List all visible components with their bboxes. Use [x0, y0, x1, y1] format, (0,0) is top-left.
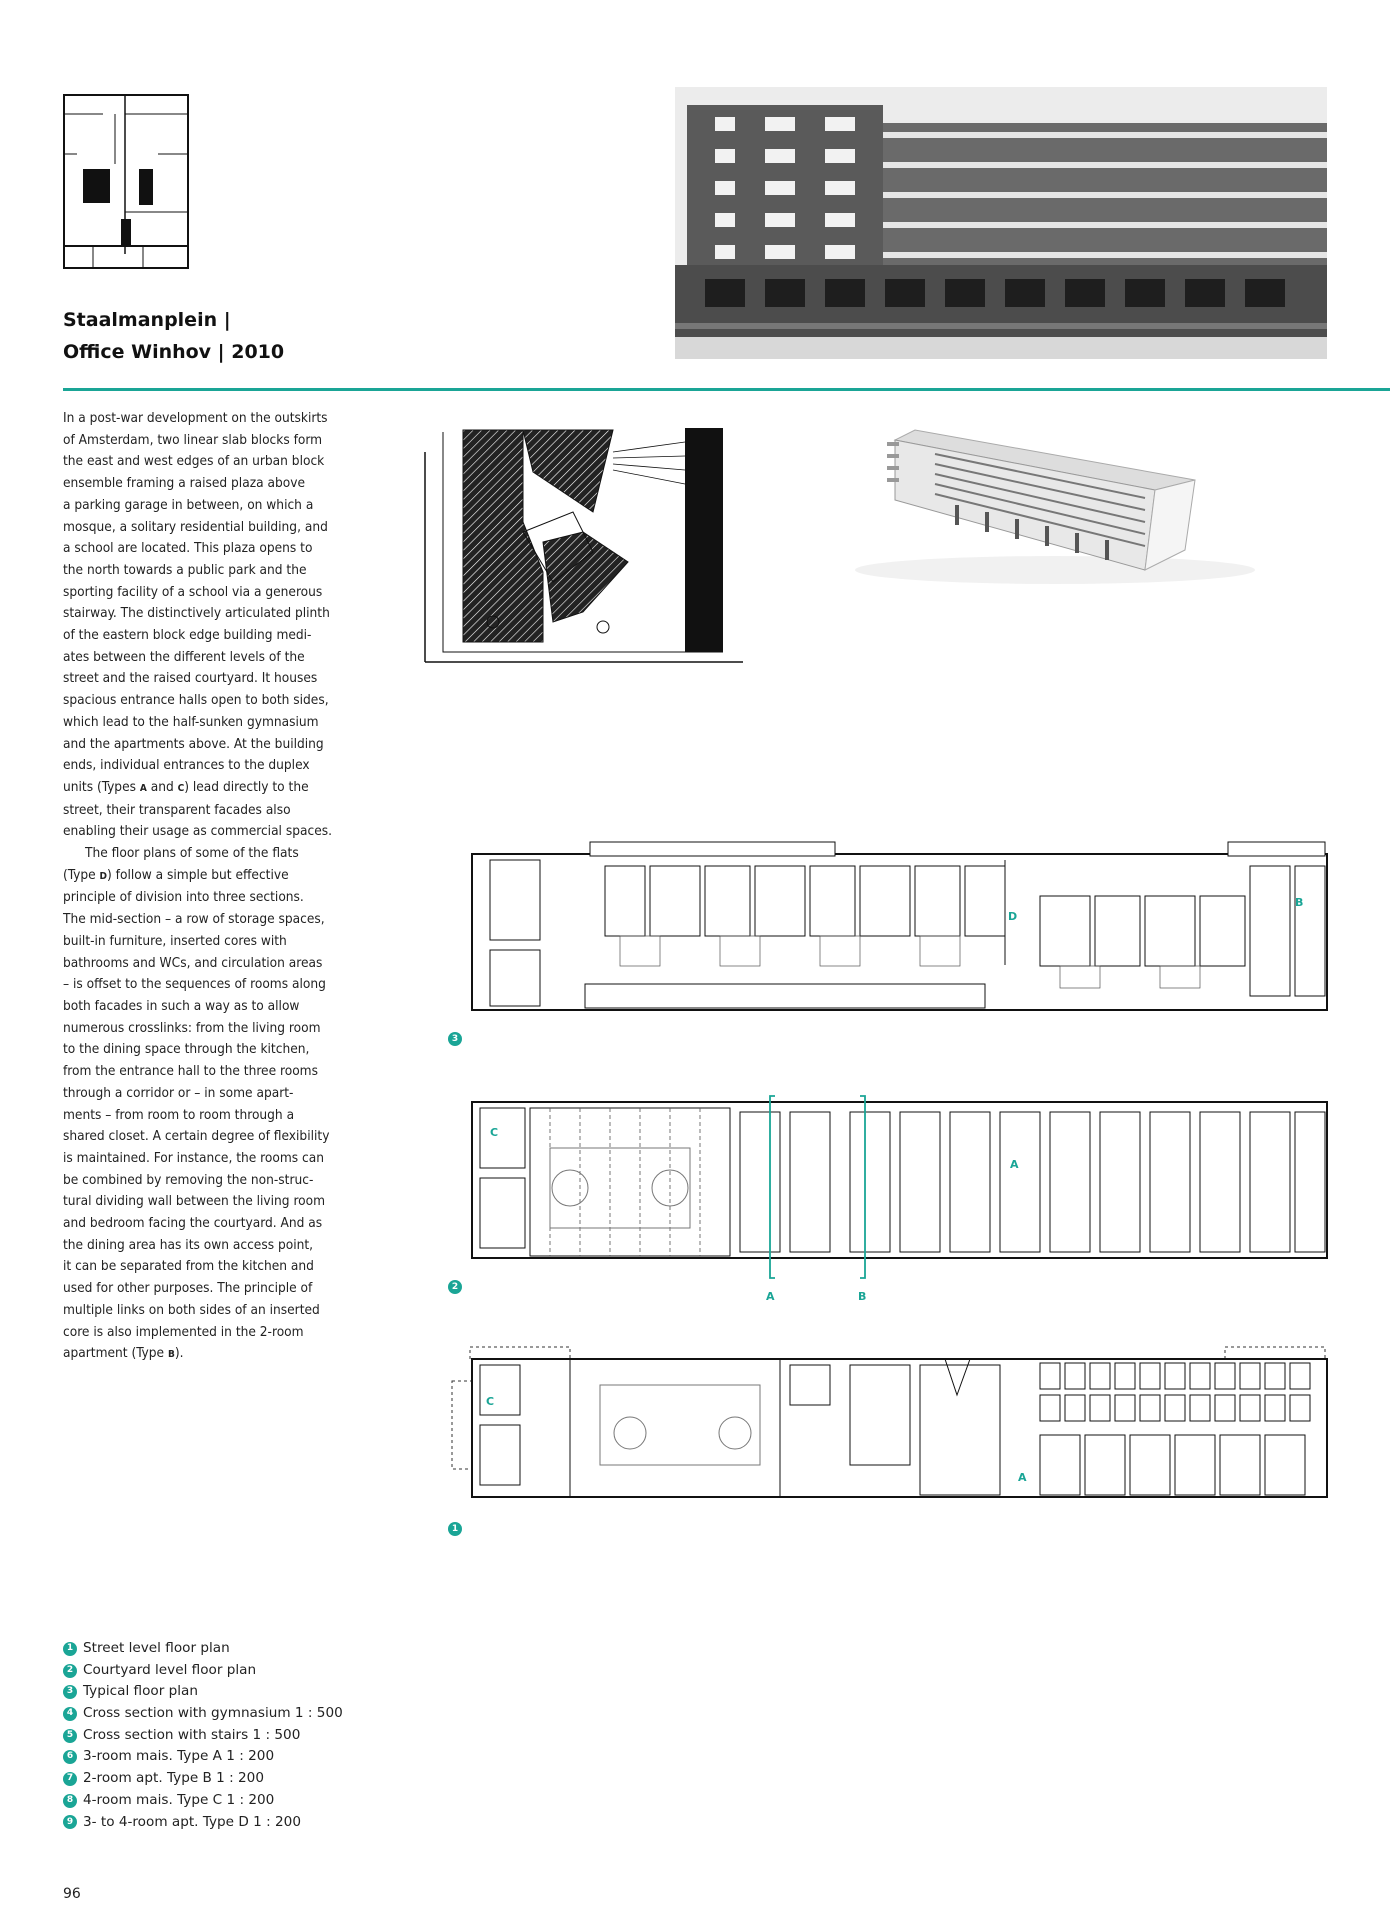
building-photo — [675, 87, 1327, 359]
text-line: of the eastern block edge building medi- — [63, 627, 312, 644]
legend-number: 3 — [63, 1685, 77, 1699]
text-line: the east and west edges of an urban block — [63, 453, 325, 470]
type-d-post: ) follow a simple but effective — [107, 866, 289, 883]
types-text-post: ) lead directly to the — [184, 778, 309, 795]
type-d-pre: (Type — [63, 866, 100, 883]
paragraph-1-end — [63, 800, 353, 843]
text-line: In a post-war development on the outskirts — [63, 410, 328, 426]
figure-legend — [63, 1638, 343, 1833]
type-d-label: D — [99, 870, 108, 882]
legend-text: Cross section with gymnasium 1 : 500 — [83, 1705, 343, 1722]
model-photo — [855, 420, 1250, 590]
legend-item — [63, 1746, 343, 1768]
text-line: built-in furniture, inserted cores with — [63, 932, 287, 949]
paragraph-2 — [63, 887, 353, 1343]
legend-number: 1 — [63, 1642, 77, 1656]
legend-item — [63, 1768, 343, 1790]
text-line: used for other purposes. The principle of — [63, 1280, 313, 1297]
text-line: of Amsterdam, two linear slab blocks form — [63, 431, 323, 448]
text-line: and bedroom facing the courtyard. And as — [63, 1215, 323, 1232]
legend-item — [63, 1790, 343, 1812]
body-text — [63, 408, 353, 1366]
legend-number: 4 — [63, 1707, 77, 1721]
type-c-marker: C — [490, 1126, 499, 1139]
text-line: shared closet. A certain degree of flexibility — [63, 1128, 330, 1145]
section-b-marker: B — [858, 1290, 867, 1303]
text-line: core is also implemented in the 2-room — [63, 1323, 304, 1340]
text-line: is maintained. For instance, the rooms can — [63, 1149, 325, 1166]
text-line: and the apartments above. At the building — [63, 735, 324, 752]
legend-text: Courtyard level floor plan — [83, 1661, 257, 1678]
text-line: through a corridor or – in some apart- — [63, 1084, 294, 1101]
type-b-label: B — [167, 1349, 175, 1361]
legend-text: 3-room mais. Type A 1 : 200 — [83, 1748, 275, 1765]
text-line: the dining area has its own access point, — [63, 1236, 314, 1253]
legend-item — [63, 1660, 343, 1682]
legend-number: 2 — [63, 1664, 77, 1678]
plan-1-marker — [448, 1522, 462, 1536]
type-b-pre: apartment (Type — [63, 1345, 168, 1362]
plan-3-marker — [448, 1032, 462, 1046]
title-line-2: Office Winhov | 2010 — [63, 341, 285, 363]
type-b-post: ). — [174, 1345, 184, 1362]
legend-text: Typical floor plan — [83, 1683, 198, 1700]
legend-text: Street level floor plan — [83, 1640, 230, 1656]
legend-text: 4-room mais. Type C 1 : 200 — [83, 1791, 275, 1808]
title-line-1: Staalmanplein | — [63, 309, 231, 331]
text-line: street and the raised courtyard. It houses — [63, 670, 318, 687]
section-divider — [63, 388, 1390, 391]
text-line: – is offset to the sequences of rooms along — [63, 976, 326, 993]
type-b-line — [63, 1343, 353, 1366]
plan-2-marker — [448, 1280, 462, 1294]
type-a-marker: A — [1010, 1158, 1019, 1171]
text-line: numerous crosslinks: from the living room — [63, 1019, 321, 1036]
text-line: bathrooms and WCs, and circulation areas — [63, 954, 323, 971]
type-c-label: C — [177, 782, 185, 794]
legend-number: 8 — [63, 1794, 77, 1808]
text-line: sporting facility of a school via a generous — [63, 583, 323, 600]
street-level-plan — [450, 1345, 1330, 1515]
page-title — [63, 304, 284, 368]
typical-floor-plan — [470, 840, 1330, 1025]
text-line: street, their transparent facades also — [63, 801, 291, 818]
types-line — [63, 777, 353, 800]
text-line: principle of division into three sections. — [63, 889, 304, 906]
text-line: ensemble framing a raised plaza above — [63, 475, 305, 492]
types-text-pre: units (Types — [63, 778, 140, 795]
text-line: spacious entrance halls open to both sides, — [63, 692, 329, 709]
legend-item — [63, 1681, 343, 1703]
legend-item — [63, 1703, 343, 1725]
legend-number: 9 — [63, 1815, 77, 1829]
text-line: tural dividing wall between the living room — [63, 1193, 326, 1210]
text-line: ates between the different levels of the — [63, 648, 305, 665]
text-line: to the dining space through the kitchen, — [63, 1041, 310, 1058]
text-line: mosque, a solitary residential building, and — [63, 518, 328, 535]
type-a-marker-2: A — [1018, 1471, 1027, 1484]
paragraph-2-first: The floor plans of some of the flats — [85, 845, 299, 862]
page-number: 96 — [63, 1886, 81, 1902]
legend-number: 5 — [63, 1729, 77, 1743]
text-line: stairway. The distinctively articulated plinth — [63, 605, 330, 622]
text-line: from the entrance hall to the three rooms — [63, 1063, 318, 1080]
text-line: ends, individual entrances to the duplex — [63, 757, 310, 774]
legend-number: 7 — [63, 1772, 77, 1786]
text-line: the north towards a public park and the — [63, 561, 307, 578]
text-line: a school are located. This plaza opens to — [63, 540, 313, 557]
text-line: be combined by removing the non-struc- — [63, 1171, 314, 1188]
legend-item — [63, 1638, 343, 1660]
legend-number: 6 — [63, 1750, 77, 1764]
site-plan — [423, 412, 743, 670]
types-text-and: and — [146, 778, 178, 795]
text-line: enabling their usage as commercial spaces. — [63, 823, 332, 840]
text-line: it can be separated from the kitchen and — [63, 1258, 314, 1275]
text-line: a parking garage in between, on which a — [63, 496, 314, 513]
type-c-marker-2: C — [486, 1395, 495, 1408]
type-d-line — [63, 865, 353, 888]
paragraph-1 — [63, 408, 353, 777]
text-line: multiple links on both sides of an inserted — [63, 1301, 320, 1318]
type-b-marker: B — [1295, 896, 1304, 909]
plan-3-number: 3 — [448, 1032, 462, 1046]
text-line: The mid-section – a row of storage spaces, — [63, 911, 325, 928]
legend-text: 3- to 4-room apt. Type D 1 : 200 — [83, 1813, 301, 1830]
section-a-marker: A — [766, 1290, 775, 1303]
text-line: which lead to the half-sunken gymnasium — [63, 713, 319, 730]
courtyard-floor-plan — [470, 1088, 1330, 1303]
text-line: ments – from room to room through a — [63, 1106, 295, 1123]
plan-1-number: 1 — [448, 1522, 462, 1536]
legend-item — [63, 1812, 343, 1834]
text-line: both facades in such a way as to allow — [63, 997, 300, 1014]
type-d-marker: D — [1008, 910, 1018, 923]
type-a-label: A — [139, 782, 147, 794]
legend-text: 2-room apt. Type B 1 : 200 — [83, 1770, 264, 1787]
thumbnail-plan — [63, 94, 189, 270]
legend-text: Cross section with stairs 1 : 500 — [83, 1726, 301, 1743]
plan-2-number: 2 — [448, 1280, 462, 1294]
legend-item — [63, 1725, 343, 1747]
